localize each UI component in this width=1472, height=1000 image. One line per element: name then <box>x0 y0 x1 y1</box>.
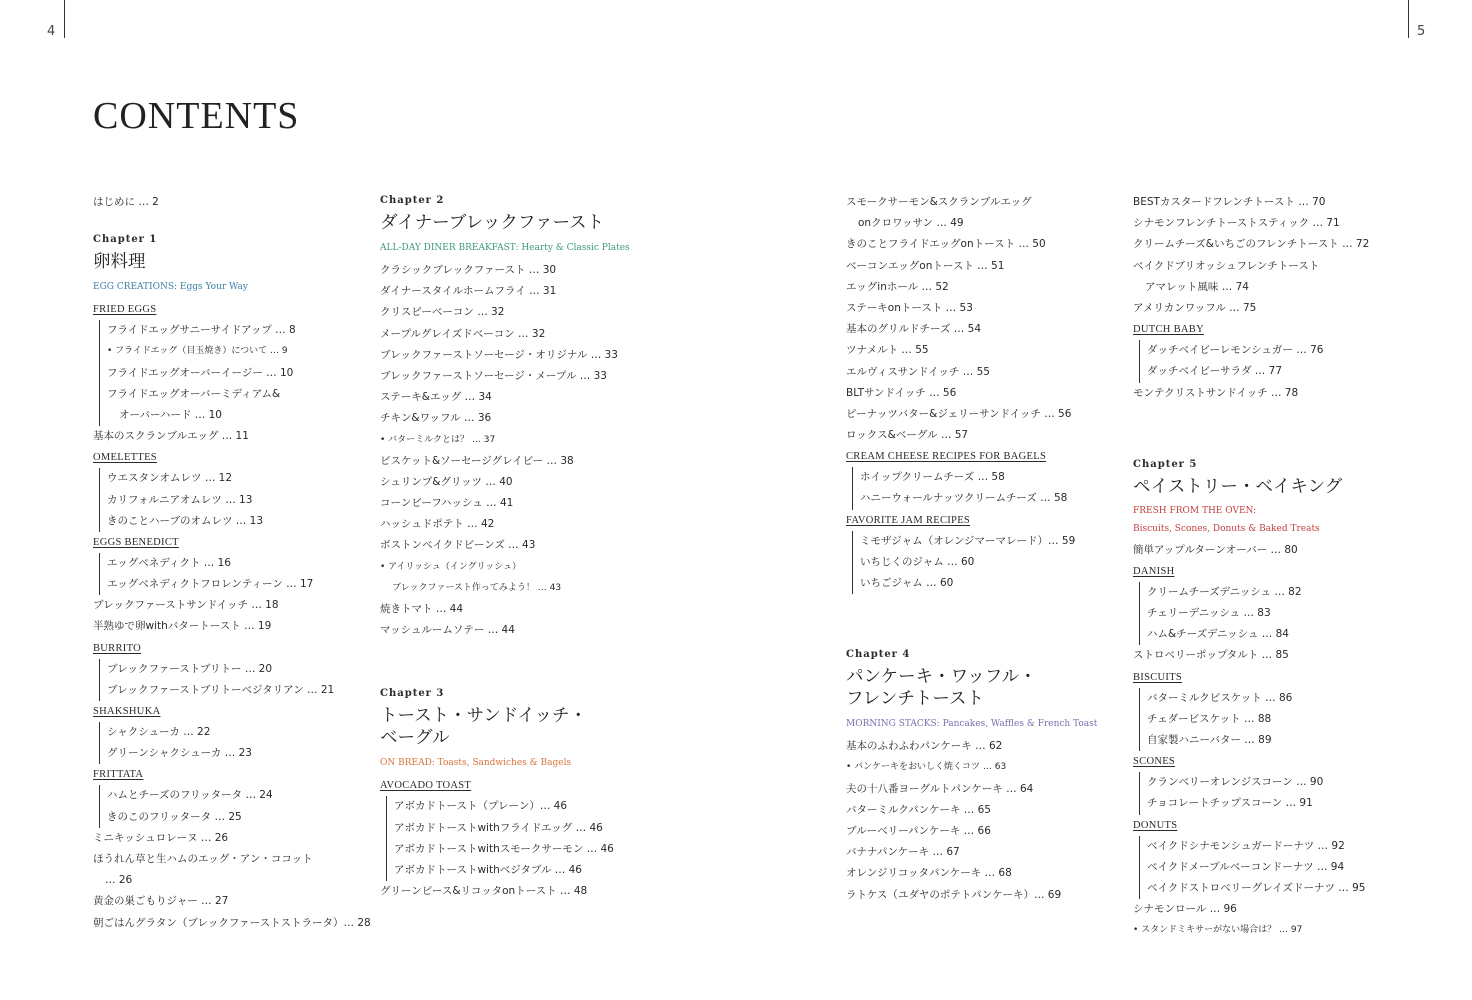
chapter-label: Chapter 3 <box>380 688 445 700</box>
section-heading: OMELETTES <box>93 452 157 464</box>
toc-entry[interactable]: オレンジリコッタパンケーキ … 68 <box>846 867 1012 880</box>
section-entries <box>852 531 1116 595</box>
section-heading: FRITTATA <box>93 769 144 781</box>
chapter-title-line: パンケーキ・ワッフル・ <box>846 667 1037 688</box>
chapter-title-line: フレンチトースト <box>846 689 984 710</box>
toc-entry[interactable]: ブレックファーストソーセージ・オリジナル … 33 <box>380 348 618 361</box>
toc-entry[interactable]: アマレット風味 … 74 <box>1145 280 1249 293</box>
chapter-label: Chapter 5 <box>1133 458 1198 470</box>
toc-entry[interactable]: エッグベネディクトフロレンティーン … 17 <box>107 578 314 591</box>
toc-entry[interactable]: 半熟ゆで卵withバタートースト … 19 <box>93 620 272 633</box>
toc-entry[interactable]: ステーキonトースト … 53 <box>846 301 973 314</box>
toc-entry[interactable]: ホイップクリームチーズ … 58 <box>860 471 1005 484</box>
chapter-title-line: ペイストリー・ベイキング <box>1133 476 1343 497</box>
toc-entry[interactable]: バターミルクパンケーキ … 65 <box>846 803 991 816</box>
toc-entry[interactable]: ブレックファースト作ってみよう！ … 43 <box>392 582 562 593</box>
toc-entry[interactable]: クリームチーズ&いちごのフレンチトースト … 72 <box>1133 238 1370 251</box>
toc-entry[interactable]: チェリーデニッシュ … 83 <box>1147 607 1271 620</box>
toc-entry[interactable]: ほうれん草と生ハムのエッグ・アン・ココット <box>93 852 313 865</box>
toc-column-1 <box>93 192 371 934</box>
chapter-subtitle: ALL-DAY DINER BREAKFAST: Hearty & Classic Plates <box>380 243 630 253</box>
chapter-header <box>846 646 1116 732</box>
chapter-title <box>1133 476 1433 498</box>
spacer <box>846 594 1116 646</box>
page-number-left: 4 <box>47 24 56 39</box>
chapter-header <box>380 685 660 771</box>
toc-entry[interactable]: ラトケス（ユダヤのポテトパンケーキ）… 69 <box>846 888 1062 901</box>
toc-entry[interactable]: シナモンロール … 96 <box>1133 903 1237 916</box>
toc-entry[interactable]: ブレックファーストサンドイッチ … 18 <box>93 599 279 612</box>
chapter-subtitle: MORNING STACKS: Pancakes, Waffles & French Toast <box>846 719 1098 730</box>
section-heading: SHAKSHUKA <box>93 706 161 717</box>
toc-entry[interactable]: 基本のグリルドチーズ … 54 <box>846 323 982 336</box>
chapter-title-line: トースト・サンドイッチ・ <box>380 706 588 727</box>
toc-entry[interactable]: メープルグレイズドベーコン … 32 <box>380 327 546 340</box>
toc-entry[interactable]: ダッチベイビーレモンシュガー … 76 <box>1147 344 1324 357</box>
toc-entry[interactable]: バナナパンケーキ … 67 <box>846 846 960 859</box>
toc-entry[interactable]: シャクシューカ … 22 <box>107 726 211 738</box>
toc-entry[interactable]: ロックス&ベーグル … 57 <box>846 429 969 442</box>
chapter-title <box>93 251 363 273</box>
toc-entry[interactable]: チキン&ワッフル … 36 <box>380 412 492 425</box>
toc-entry[interactable]: きのことフライドエッグonトースト … 50 <box>846 238 1046 251</box>
toc-entry[interactable]: ウエスタンオムレツ … 12 <box>107 472 233 485</box>
toc-entry[interactable]: ベーコンエッグonトースト … 51 <box>846 259 1005 272</box>
toc-entry[interactable]: ベイクドメープルベーコンドーナツ … 94 <box>1147 860 1345 873</box>
toc-entry[interactable]: いちごジャム … 60 <box>860 577 954 589</box>
toc-entry[interactable]: ハッシュドポテト … 42 <box>380 518 495 531</box>
section-entries <box>852 467 1116 509</box>
chapter-subtitle: ON BREAD: Toasts, Sandwiches & Bagels <box>380 758 572 769</box>
toc-entry[interactable]: ベイクドシナモンシュガードーナツ … 92 <box>1147 839 1345 852</box>
toc-column-2 <box>380 192 660 902</box>
toc-entry[interactable]: モンテクリストサンドイッチ … 78 <box>1133 386 1299 399</box>
section-heading: SCONES <box>1133 756 1176 768</box>
section-heading: CREAM CHEESE RECIPES FOR BAGELS <box>846 451 1047 463</box>
toc-entry[interactable]: バターミルクビスケット … 86 <box>1147 691 1293 704</box>
section-entries <box>386 796 660 881</box>
chapter-title-line: ベーグル <box>380 728 450 749</box>
toc-entry[interactable]: クランベリーオレンジスコーン … 90 <box>1147 776 1324 789</box>
toc-entry[interactable]: フライドエッグオーバーミディアム& <box>107 387 281 400</box>
toc-entry[interactable]: グリーンピース&リコッタonトースト … 48 <box>380 885 588 898</box>
toc-entry[interactable]: 基本のスクランブルエッグ … 11 <box>93 430 249 443</box>
toc-entry[interactable]: ツナメルト … 55 <box>846 344 929 357</box>
toc-entry[interactable]: スモークサーモン&スクランブルエッグ <box>846 196 1032 208</box>
toc-entry[interactable]: フライドエッグオーバーイージー … 10 <box>107 366 294 379</box>
toc-entry[interactable]: ダッチベイビーサラダ … 77 <box>1147 365 1283 378</box>
toc-entry[interactable]: シナモンフレンチトーストスティック … 71 <box>1133 217 1340 230</box>
toc-entry[interactable]: エルヴィスサンドイッチ … 55 <box>846 365 990 378</box>
toc-entry[interactable]: ハム&チーズデニッシュ … 84 <box>1147 628 1289 641</box>
toc-entry[interactable]: ハムとチーズのフリッタータ … 24 <box>107 789 273 802</box>
toc-entry[interactable]: グリーンシャクシューカ … 23 <box>107 747 252 760</box>
toc-entry[interactable]: ミニキッシュロレーヌ … 26 <box>93 831 229 844</box>
toc-entry[interactable]: アボカドトーストwithスモークサーモン … 46 <box>394 842 614 855</box>
toc-entry[interactable]: • スタンドミキサーがない場合は？ … 97 <box>1133 925 1303 936</box>
toc-entry[interactable]: ブレックファーストソーセージ・メープル … 33 <box>380 369 607 382</box>
toc-entry[interactable]: ストロベリーポップタルト … 85 <box>1133 649 1289 662</box>
toc-entry[interactable]: コーンビーフハッシュ … 41 <box>380 497 514 510</box>
section-heading: DONUTS <box>1133 819 1178 831</box>
toc-entry[interactable]: アメリカンワッフル … 75 <box>1133 301 1257 314</box>
toc-entry[interactable]: アボカドトースト（プレーン）… 46 <box>394 800 568 813</box>
toc-entry[interactable]: onクロワッサン … 49 <box>858 217 964 230</box>
toc-entry[interactable]: • パンケーキをおいしく焼くコツ … 63 <box>846 762 1007 773</box>
toc-entry[interactable]: シュリンプ&グリッツ … 40 <box>380 475 513 488</box>
toc-entry[interactable]: BLTサンドイッチ … 56 <box>846 386 957 399</box>
toc-entry[interactable]: チョコレートチップスコーン … 91 <box>1147 797 1313 810</box>
section-entries <box>1139 836 1433 900</box>
chapter-subtitle: EGG CREATIONS: Eggs Your Way <box>93 282 248 293</box>
toc-entry[interactable]: フライドエッグサニーサイドアップ … 8 <box>107 324 296 337</box>
toc-entry[interactable]: ブレックファーストブリトー … 20 <box>107 662 273 675</box>
section-heading: DANISH <box>1133 565 1175 577</box>
section-entries <box>99 722 363 764</box>
toc-column-3 <box>846 192 1116 906</box>
toc-entry[interactable]: クリスピーベーコン … 32 <box>380 306 505 319</box>
toc-entry[interactable]: アボカドトーストwithベジタブル … 46 <box>394 863 582 876</box>
section-heading: AVOCADO TOAST <box>380 780 472 792</box>
toc-entry[interactable]: 簡単アップルターンオーバー … 80 <box>1133 543 1298 556</box>
toc-entry[interactable]: カリフォルニアオムレツ … 13 <box>107 493 253 506</box>
toc-entry[interactable]: 焼きトマト … 44 <box>380 603 464 615</box>
spacer <box>1133 404 1433 456</box>
toc-entry[interactable]: エッグinホール … 52 <box>846 280 949 293</box>
section-entries <box>1139 772 1433 814</box>
section-entries <box>99 553 363 595</box>
toc-entry[interactable]: オーバーハード … 10 <box>119 408 222 421</box>
section-heading: EGGS BENEDICT <box>93 536 179 548</box>
toc-entry[interactable]: ダイナースタイルホームフライ … 31 <box>380 285 557 298</box>
toc-entry[interactable]: ブレックファーストブリトーベジタリアン … 21 <box>107 683 335 696</box>
toc-entry[interactable]: ミモザジャム（オレンジマーマレード）… 59 <box>860 534 1076 547</box>
section-entries <box>1139 340 1433 382</box>
toc-entry[interactable]: チェダービスケット … 88 <box>1147 712 1272 725</box>
crop-mark-left <box>64 0 65 38</box>
toc-entry[interactable]: きのことハーブのオムレツ … 13 <box>107 514 264 527</box>
toc-entry[interactable]: クリームチーズデニッシュ … 82 <box>1147 585 1302 598</box>
chapter-subtitle: FRESH FROM THE OVEN: <box>1133 505 1257 516</box>
toc-entry[interactable]: ビスケット&ソーセージグレイビー … 38 <box>380 454 574 467</box>
section-heading: FRIED EGGS <box>93 304 157 316</box>
spacer <box>93 213 363 231</box>
toc-entry[interactable]: • フライドエッグ（目玉焼き）について … 9 <box>107 346 288 357</box>
toc-entry[interactable]: BESTカスタードフレンチトースト … 70 <box>1133 196 1326 208</box>
section-entries <box>1139 688 1433 752</box>
toc-entry[interactable]: ハニーウォールナッツクリームチーズ … 58 <box>860 492 1068 505</box>
toc-entry[interactable]: エッグベネディクト … 16 <box>107 556 231 569</box>
toc-entry[interactable]: • アイリッシュ（イングリッシュ） <box>380 561 522 572</box>
toc-entry[interactable]: ピーナッツバター&ジェリーサンドイッチ … 56 <box>846 407 1072 420</box>
section-entries <box>99 320 363 426</box>
chapter-label: Chapter 2 <box>380 195 445 206</box>
chapter-title-line: 卵料理 <box>93 252 146 273</box>
chapter-title <box>846 666 1116 710</box>
chapter-title <box>380 212 660 234</box>
toc-entry[interactable]: はじめに … 2 <box>93 196 159 208</box>
chapter-title <box>380 705 660 749</box>
toc-entry[interactable]: マッシュルームソテー … 44 <box>380 624 515 637</box>
toc-entry[interactable]: • バターミルクとは？ … 37 <box>380 434 496 445</box>
chapter-label: Chapter 1 <box>93 234 158 246</box>
section-heading: BISCUITS <box>1133 671 1183 683</box>
toc-entry[interactable]: 自家製ハニーバター … 89 <box>1147 734 1272 746</box>
chapter-title-line: ダイナーブレックファースト <box>380 213 605 233</box>
contents-title: CONTENTS <box>93 95 300 137</box>
chapter-header <box>1133 456 1433 536</box>
toc-entry[interactable]: 基本のふわふわパンケーキ … 62 <box>846 740 1003 753</box>
page-number-right: 5 <box>1417 24 1426 39</box>
chapter-label: Chapter 4 <box>846 649 911 661</box>
chapter-subtitle: Biscuits, Scones, Donuts & Baked Treats <box>1133 523 1320 534</box>
toc-entry[interactable]: ボストンベイクドビーンズ … 43 <box>380 539 536 552</box>
crop-mark-right <box>1408 0 1409 38</box>
section-heading: FAVORITE JAM RECIPES <box>846 514 971 526</box>
toc-entry[interactable]: 黄金の巣ごもりジャー … 27 <box>93 895 229 908</box>
section-entries <box>99 659 363 701</box>
toc-entry[interactable]: 朝ごはんグラタン（ブレックファーストストラータ）… 28 <box>93 916 371 929</box>
section-heading: BURRITO <box>93 642 141 654</box>
toc-entry[interactable]: アボカドトーストwithフライドエッグ … 46 <box>394 821 603 834</box>
toc-entry[interactable]: ベイクドブリオッシュフレンチトースト <box>1133 259 1320 272</box>
toc-entry[interactable]: ステーキ&エッグ … 34 <box>380 391 492 404</box>
toc-entry[interactable]: いちじくのジャム … 60 <box>860 555 975 568</box>
toc-entry[interactable]: ベイクドストロベリーグレイズドーナツ … 95 <box>1147 881 1366 894</box>
section-heading: DUTCH BABY <box>1133 324 1204 336</box>
toc-column-4 <box>1133 192 1433 942</box>
toc-entry[interactable]: 夫の十八番ヨーグルトパンケーキ … 64 <box>846 782 1034 795</box>
spacer <box>380 641 660 685</box>
section-entries <box>1139 582 1433 646</box>
chapter-header <box>380 192 660 256</box>
toc-entry[interactable]: ブルーベリーパンケーキ … 66 <box>846 824 991 837</box>
section-entries <box>99 785 363 827</box>
toc-entry[interactable]: クラシックブレックファースト … 30 <box>380 264 557 276</box>
section-entries <box>99 468 363 532</box>
toc-entry[interactable]: きのこのフリッタータ … 25 <box>107 810 242 823</box>
toc-entry[interactable]: … 26 <box>105 874 133 887</box>
chapter-header <box>93 231 363 295</box>
